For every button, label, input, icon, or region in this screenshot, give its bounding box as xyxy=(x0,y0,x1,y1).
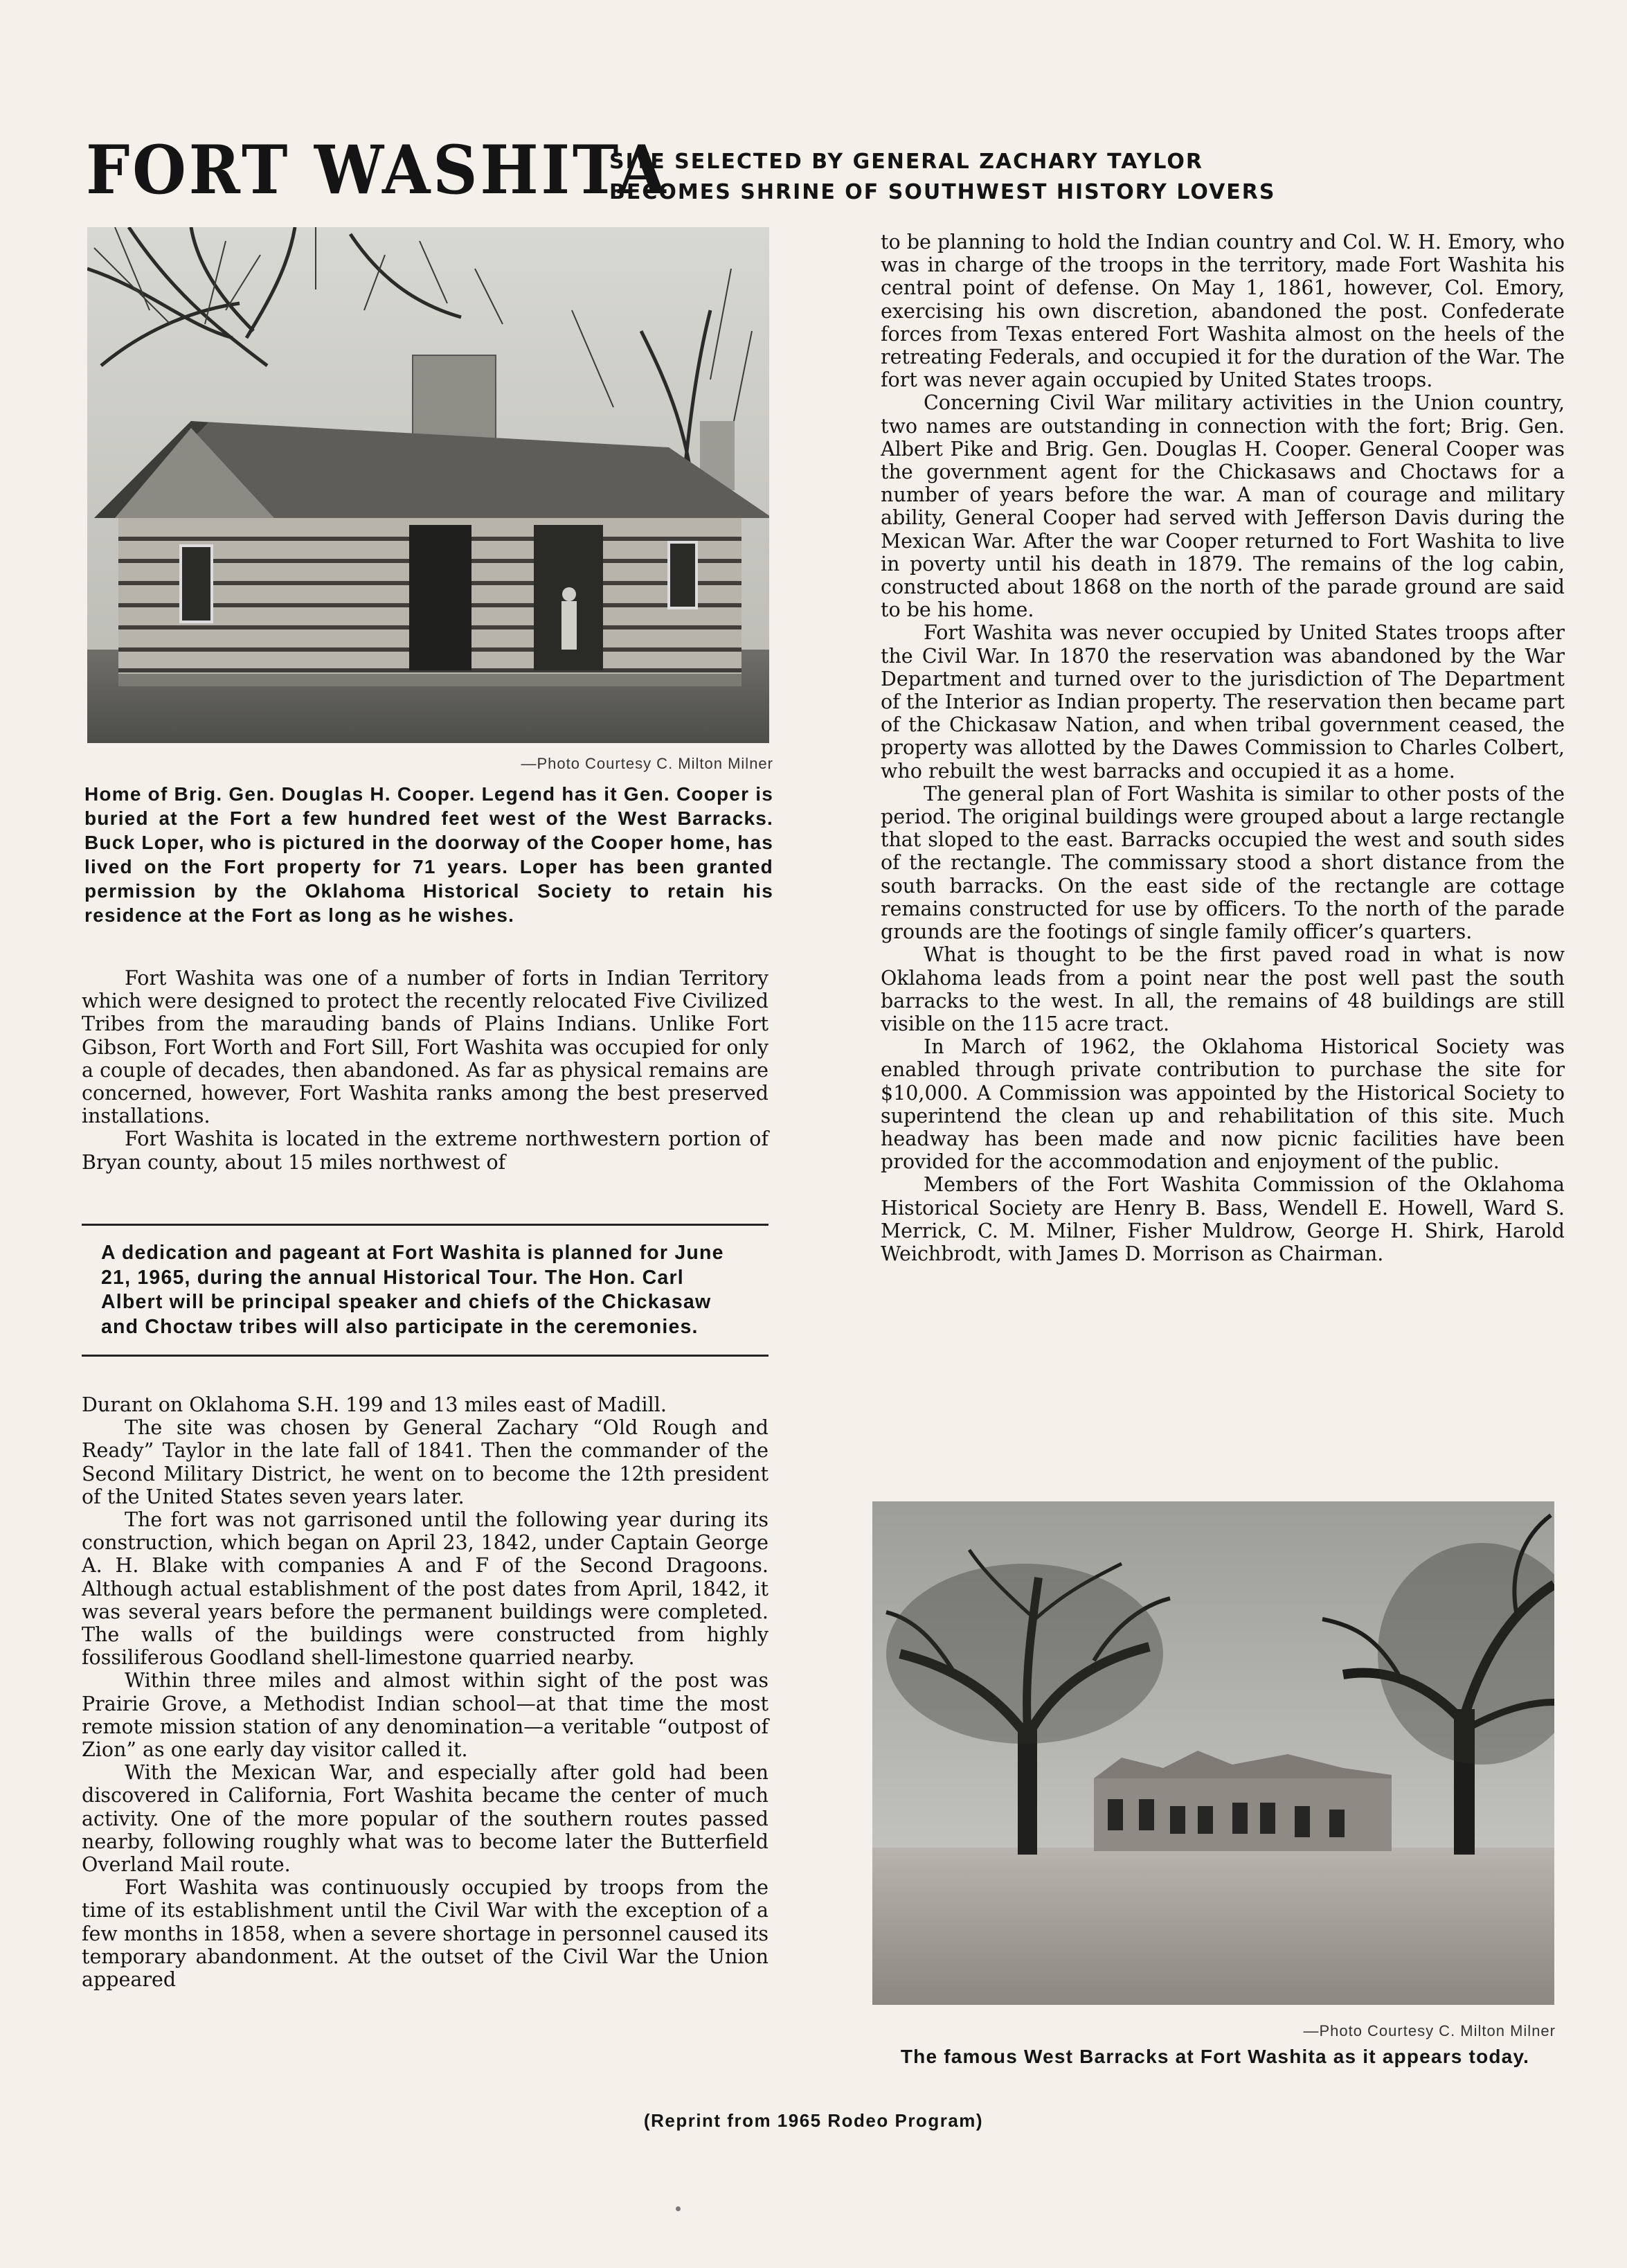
cooper-home-photo xyxy=(87,227,769,743)
paragraph: The fort was not garrisoned until the following year during its construction, which began on April 23, 1842, under Captain George A. H. Blake with companies A and F of the Second Dragoons. Although actual establishment of the post dates from April, 1842, it was several years before the permanent buildings were completed. The walls of the buildings were constructed from highly fossiliferous Goodland shell-limestone quarried nearby. xyxy=(82,1508,768,1670)
paragraph: Within three miles and almost within sight of the post was Prairie Grove, a Methodist Indian school—at that time the most remote mission station of any denomination—a veritable “outpost of Zion” as one early day visitor called it. xyxy=(82,1669,768,1762)
paragraph: Fort Washita was continuously occupied by troops from the time of its establishment until the Civil War with the exception of a few months in 1858, when a severe shortage in personnel caused its temporary abandonment. At the outset of the Civil War the Union appeared xyxy=(82,1876,768,1992)
left-column-top xyxy=(82,967,768,1174)
west-barracks-photo xyxy=(872,1501,1554,2005)
paragraph: What is thought to be the first paved road in what is now Oklahoma leads from a point near the post well past the south barracks to the west. In all, the remains of 48 buildings are still visible on the 115 acre tract. xyxy=(881,943,1565,1035)
photo-caption-1: Home of Brig. Gen. Douglas H. Cooper. Legend has it Gen. Cooper is buried at the Fort a few hundred feet west of the West Barracks. Buck Loper, who is pictured in the doorway of the Cooper home, has lived on the Fort property for 71 years. Loper has been granted permission by the Oklahoma Historical Society to retain his residence at the Fort as long as he wishes. xyxy=(84,783,773,926)
paragraph: Fort Washita was never occupied by United States troops after the Civil War. In 1870 the reservation was abandoned by the War Department and turned over to the jurisdiction of The Department of the Interior as Indian property. The reservation then became part of the Chickasaw Nation, and when tribal government ceased, the property was allotted by the Dawes Commission to Charles Colbert, who rebuilt the west barracks and occupied it as a home. xyxy=(881,621,1565,783)
paragraph: The site was chosen by General Zachary “Old Rough and Ready” Taylor in the late fall of 1841. Then the commander of the Second Military District, he went on to become the 12th president of the United States seven years later. xyxy=(82,1416,768,1508)
right-column xyxy=(881,231,1565,1265)
paragraph: to be planning to hold the Indian country and Col. W. H. Emory, who was in charge of the troops in the territory, made Fort Washita his central point of defense. On May 1, 1861, however, Col. Emory, exercising his own discretion, abandoned the post. Confederate forces from Texas entered Fort Washita almost on the heels of the retreating Federals, and occupied it for the duration of the War. The fort was never again occupied by United States troops. xyxy=(881,231,1565,392)
paragraph: In March of 1962, the Oklahoma Historical Society was enabled through private contribution to purchase the site for $10,000. A Commission was appointed by the Historical Society to superintend the clean up and rehabilitation of this site. Much headway has been made and now picnic facilities have been provided for the accommodation and enjoyment of the public. xyxy=(881,1035,1565,1174)
left-column-bottom xyxy=(82,1393,768,1991)
paragraph: Fort Washita was one of a number of forts in Indian Territory which were designed to protect the recently relocated Five Civilized Tribes from the marauding bands of Plains Indians. Unlike Fort Gibson, Fort Worth and Fort Sill, Fort Washita was occupied for only a couple of decades, then abandoned. As far as physical remains are concerned, however, Fort Washita ranks among the best preserved installations. xyxy=(82,967,768,1128)
paragraph: With the Mexican War, and especially after gold had been discovered in California, Fort Washita became the center of much activity. One of the more popular of the southern routes passed nearby, following roughly what was to become later the Butterfield Overland Mail route. xyxy=(82,1761,768,1877)
subtitle-line-1: SITE SELECTED BY GENERAL ZACHARY TAYLOR xyxy=(609,150,1203,174)
reprint-note: (Reprint from 1965 Rodeo Program) xyxy=(643,2110,984,2131)
paragraph: The general plan of Fort Washita is similar to other posts of the period. The original buildings were grouped about a large rectangle that sloped to the east. Barracks occupied the west and south sides of the rectangle. The commissary stood a short distance from the south barracks. On the east side of the rectangle are cottage remains constructed for use by officers. To the north of the parade grounds are the footings of single family officer’s quarters. xyxy=(881,782,1565,944)
photo-credit-2: —Photo Courtesy C. Milton Milner xyxy=(1303,2022,1556,2039)
photo-caption-2: The famous West Barracks at Fort Washita as it appears today. xyxy=(900,2046,1530,2067)
article-subtitle xyxy=(609,147,1276,208)
paragraph: Durant on Oklahoma S.H. 199 and 13 miles east of Madill. xyxy=(82,1393,667,1416)
paragraph: Concerning Civil War military activities in the Union country, two names are outstanding in connection with the fort; Brig. Gen. Albert Pike and Brig. Gen. Douglas H. Cooper. General Cooper was the government agent for the Chickasaws and Choctaws for a number of years before the war. A man of courage and military ability, General Cooper had served with Jefferson Davis during the Mexican War. After the war Cooper returned to Fort Washita to live in poverty until his death in 1879. The remains of the log cabin, constructed about 1868 on the north of the parade ground are said to be his home. xyxy=(881,391,1565,622)
page-mark xyxy=(676,2206,681,2211)
photo-credit-1: —Photo Courtesy C. Milton Milner xyxy=(521,755,773,772)
article-title: FORT WASHITA xyxy=(86,131,669,209)
dedication-notice xyxy=(82,1224,768,1357)
paragraph: Members of the Fort Washita Commission of the Oklahoma Historical Society are Henry B. Bass, Wendell E. Howell, Ward S. Merrick, C. M. Milner, Fisher Muldrow, George H. Shirk, Harold Weichbrodt, with James D. Morrison as Chairman. xyxy=(881,1173,1565,1265)
paragraph: Fort Washita is located in the extreme northwestern portion of Bryan county, about 15 miles northwest of xyxy=(82,1127,768,1174)
notice-text: A dedication and pageant at Fort Washita is planned for June 21, 1965, during the annual Historical Tour. The Hon. Carl Albert will be principal speaker and chiefs of the Chickasaw and Choctaw tribes will also participate in the ceremonies. xyxy=(101,1242,724,1338)
subtitle-line-2: BECOMES SHRINE OF SOUTHWEST HISTORY LOVERS xyxy=(609,180,1276,204)
